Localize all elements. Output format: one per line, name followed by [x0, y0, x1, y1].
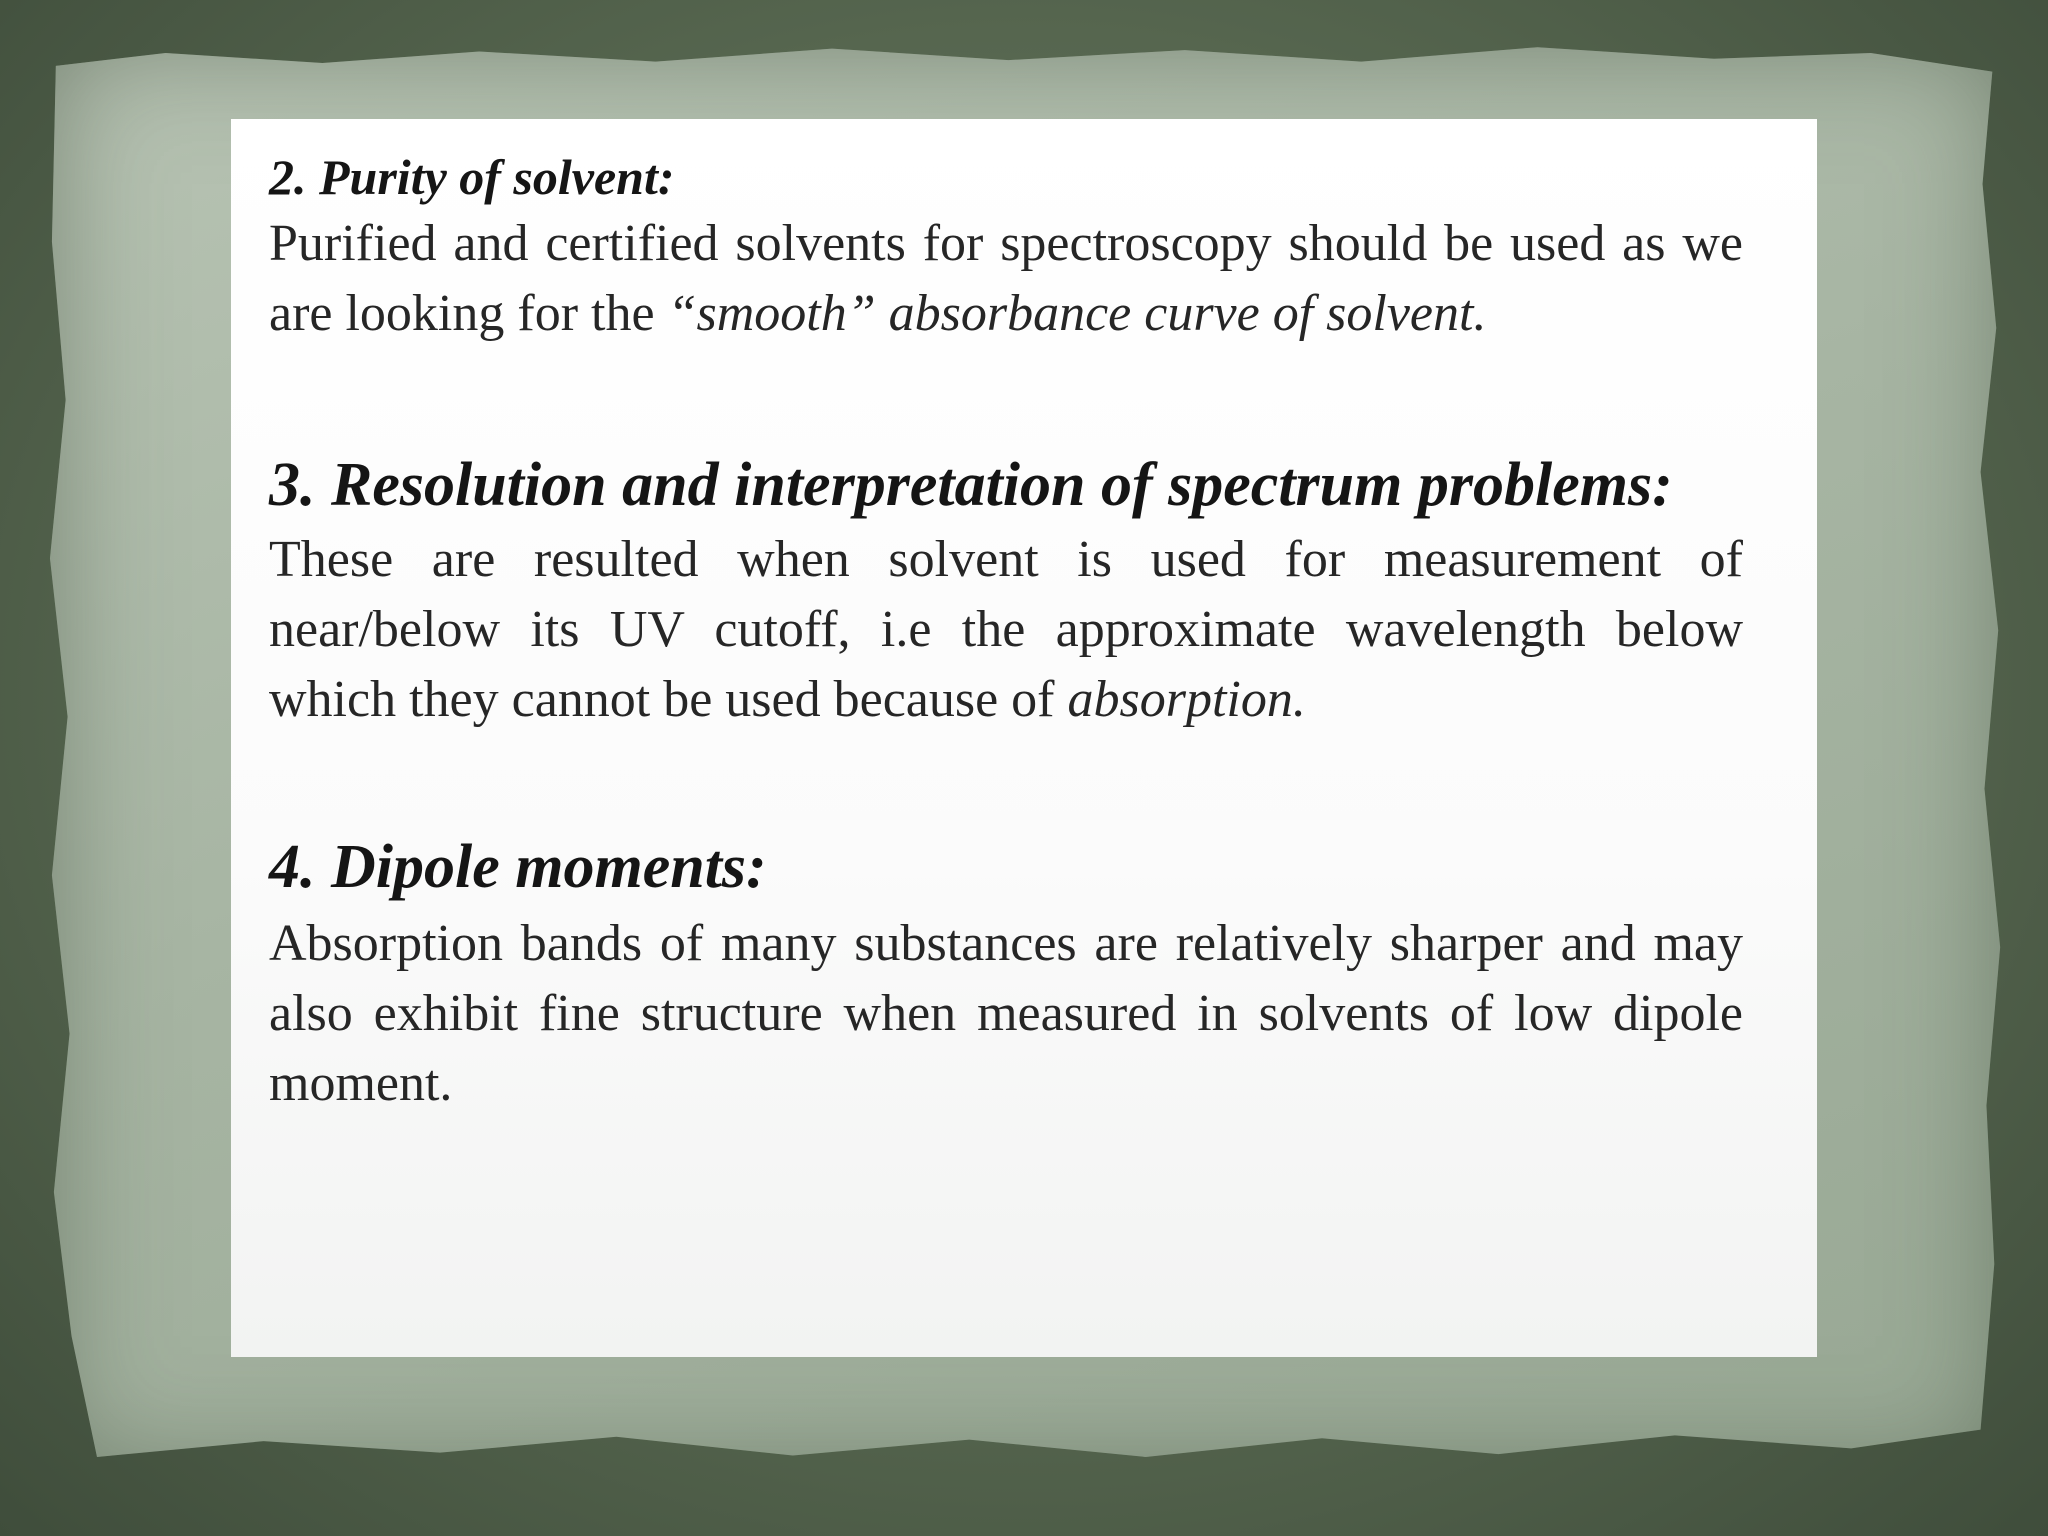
section-dipole-moments [269, 825, 1743, 1119]
body-text-plain: Purified and certified solvents for spectroscopy should be used as we are looking for the [269, 215, 1743, 342]
section-body [269, 525, 1743, 735]
body-text-italic: “smooth” absorbance curve of solvent. [667, 285, 1487, 342]
section-heading: 2. Purity of solvent: [269, 149, 675, 205]
section-purity-of-solvent [269, 145, 1743, 349]
body-text-plain: These are resulted when solvent is used for measurement of near/below its UV cutoff, i.e the approximate wavelength below which they cannot be used because of [269, 531, 1743, 728]
section-body: Absorption bands of many substances are relatively sharper and may also exhibit fine structure when measured in solvents of low dipole moment. [269, 915, 1743, 1112]
body-text-italic: absorption. [1067, 671, 1306, 728]
section-body [269, 209, 1743, 349]
section-resolution-and-interpretation [269, 443, 1743, 735]
section-heading: 3. Resolution and interpretation of spectrum problems: [269, 451, 1673, 519]
content-box [231, 119, 1817, 1357]
section-heading: 4. Dipole moments: [269, 833, 767, 901]
